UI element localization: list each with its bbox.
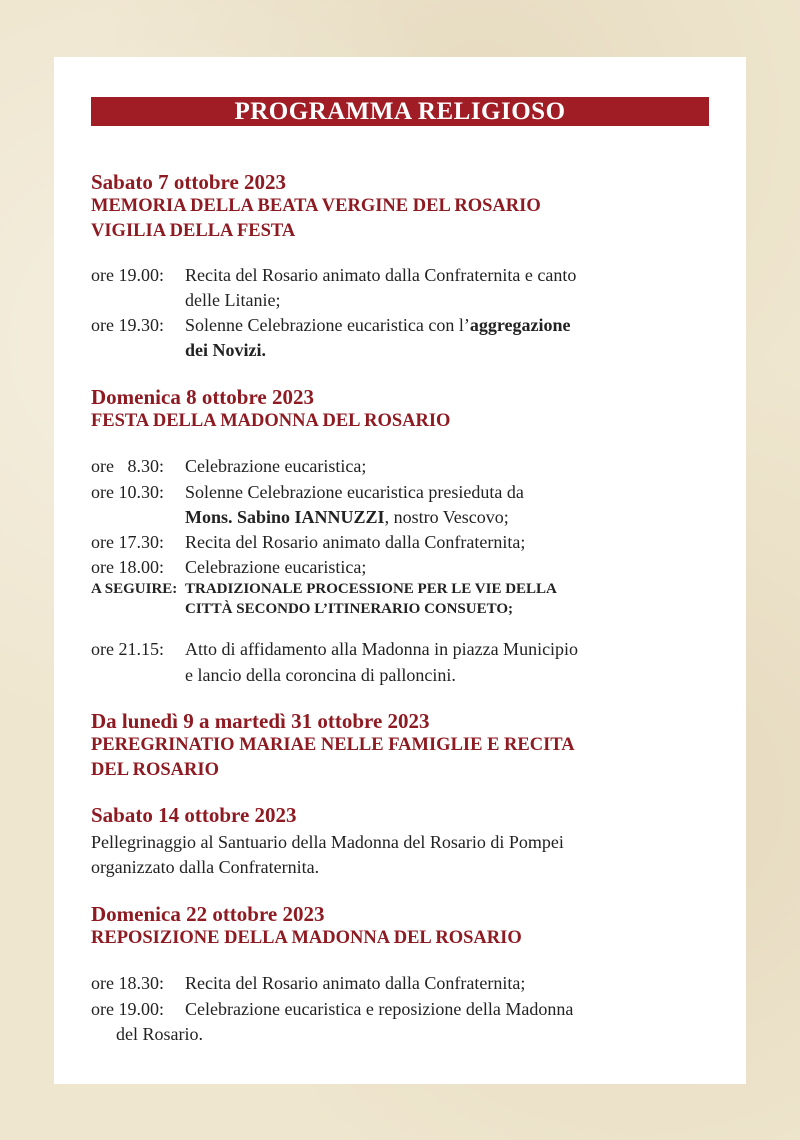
section-date: Sabato 7 ottobre 2023 [91, 170, 287, 194]
event-text: delle Litanie; [185, 290, 281, 310]
event-text: Solenne Celebrazione eucaristica presieduta da [185, 482, 524, 502]
event-time: ore 10.30: [91, 482, 164, 502]
event-text: e lancio della coroncina di palloncini. [185, 665, 456, 685]
section-date: Sabato 14 ottobre 2023 [91, 803, 297, 827]
event-time: ore 19.00: [91, 999, 164, 1019]
page-title: PROGRAMMA RELIGIOSO [91, 97, 709, 126]
event-text: Recita del Rosario animato dalla Confraternita e canto [185, 265, 577, 285]
event-time: ore 18.00: [91, 557, 164, 577]
event-text: Celebrazione eucaristica e reposizione della Madonna [185, 999, 574, 1019]
section-subtitle: DEL ROSARIO [91, 760, 219, 780]
section-title: FESTA DELLA MADONNA DEL ROSARIO [91, 411, 451, 431]
event-time: ore 21.15: [91, 639, 164, 659]
event-time: ore 8.30: [91, 456, 164, 476]
section-date: Domenica 8 ottobre 2023 [91, 385, 314, 409]
section-date: Da lunedì 9 a martedì 31 ottobre 2023 [91, 709, 430, 733]
section-title: REPOSIZIONE DELLA MADONNA DEL ROSARIO [91, 928, 522, 948]
event-time: A SEGUIRE: [91, 581, 178, 597]
event-text: Mons. Sabino IANNUZZI, nostro Vescovo; [185, 507, 509, 527]
program-page [54, 57, 746, 1084]
event-time: ore 19.00: [91, 265, 164, 285]
section-text: Pellegrinaggio al Santuario della Madonna del Rosario di Pompei [91, 832, 564, 852]
section-subtitle: VIGILIA DELLA FESTA [91, 221, 296, 241]
event-text: Celebrazione eucaristica; [185, 456, 367, 476]
event-time: ore 19.30: [91, 315, 164, 335]
section-title: MEMORIA DELLA BEATA VERGINE DEL ROSARIO [91, 196, 541, 216]
event-time: ore 18.30: [91, 973, 164, 993]
event-time: ore 17.30: [91, 532, 164, 552]
section-date: Domenica 22 ottobre 2023 [91, 902, 325, 926]
event-text: CITTÀ SECONDO L’ITINERARIO CONSUETO; [185, 601, 513, 617]
section-title: PEREGRINATIO MARIAE NELLE FAMIGLIE E RECITA [91, 735, 575, 755]
event-text: Atto di affidamento alla Madonna in piazza Municipio [185, 639, 579, 659]
event-text: dei Novizi. [185, 340, 266, 360]
event-text: Celebrazione eucaristica; [185, 557, 367, 577]
event-text: Recita del Rosario animato dalla Confraternita; [185, 973, 526, 993]
section-text: organizzato dalla Confraternita. [91, 857, 320, 877]
event-text: TRADIZIONALE PROCESSIONE PER LE VIE DELLA [185, 581, 557, 597]
event-text: Solenne Celebrazione eucaristica con l’aggregazione [185, 315, 571, 335]
event-text: del Rosario. [116, 1024, 203, 1044]
event-text: Recita del Rosario animato dalla Confraternita; [185, 532, 526, 552]
